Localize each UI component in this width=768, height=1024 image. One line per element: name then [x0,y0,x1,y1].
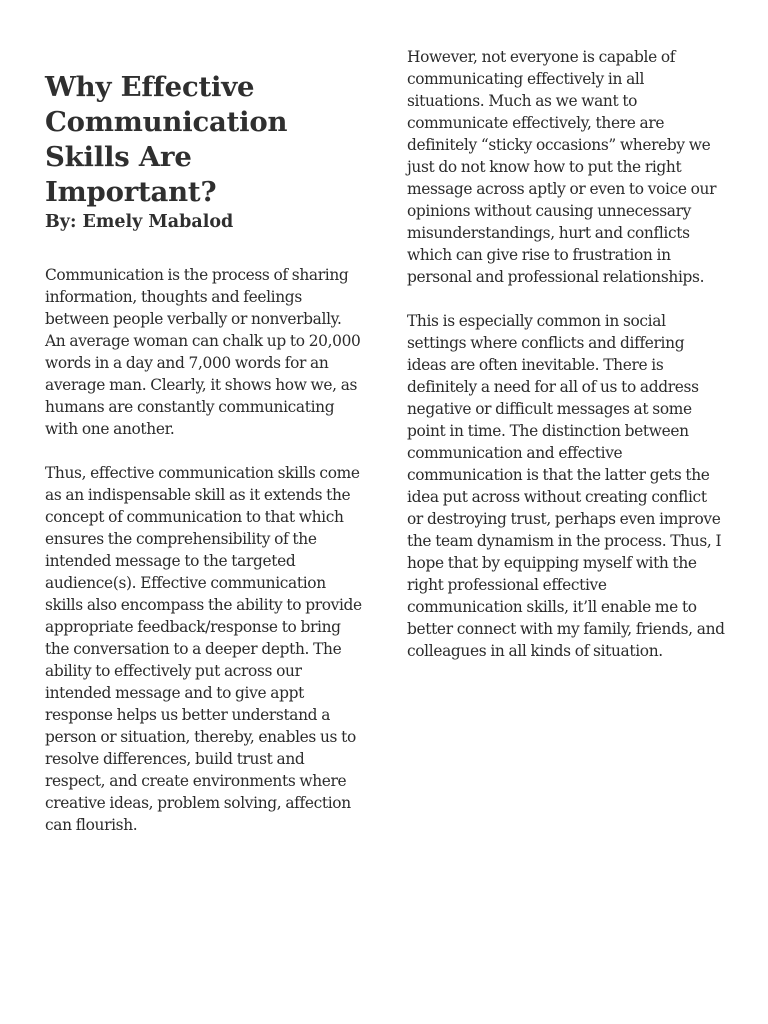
left-column [45,70,363,858]
paragraph: This is especially common in social settings where conflicts and differing ideas are often inevitable. There is definitely a need for all of us to address negative or difficult messages at some point in time. The distinction between communication and effective communication is that the latter gets the idea put across without creating conflict or destroying trust, perhaps even improve the team dynamism in the process. Thus, I hope that by equipping myself with the right professional effective communication skills, it’ll enable me to better connect with my family, friends, and colleagues in all kinds of situation. [407,312,725,660]
article-author: By: Emely Mabalod [45,212,234,232]
paragraph: Communication is the process of sharing information, thoughts and feelings between people verbally or nonverbally. An average woman can chalk up to 20,000 words in a day and 7,000 words for an average man. Clearly, it shows how we, as humans are constantly communicating with one another. [45,266,361,438]
paragraph: However, not everyone is capable of communicating effectively in all situations. Much as we want to communicate effectively, there are definitely “sticky occasions” whereby we just do not know how to put the right message across aptly or even to voice our opinions without causing unnecessary misunderstandings, hurt and conflicts which can give rise to frustration in personal and professional relationships. [407,48,717,286]
article-title: Why Effective Communication Skills Are Important? [45,71,288,208]
right-column [407,46,725,684]
paragraph: Thus, effective communication skills come as an indispensable skill as it extends the concept of communication to that which ensures the comprehensibility of the intended message to the targeted audience(s). Effective communication skills also encompass the ability to provide appropriate feedback/response to bring the conversation to a deeper depth. The ability to effectively put across our intended message and to give appt response helps us better understand a person or situation, thereby, enables us to resolve differences, build trust and respect, and create environments where creative ideas, problem solving, affection can flourish. [45,464,362,834]
